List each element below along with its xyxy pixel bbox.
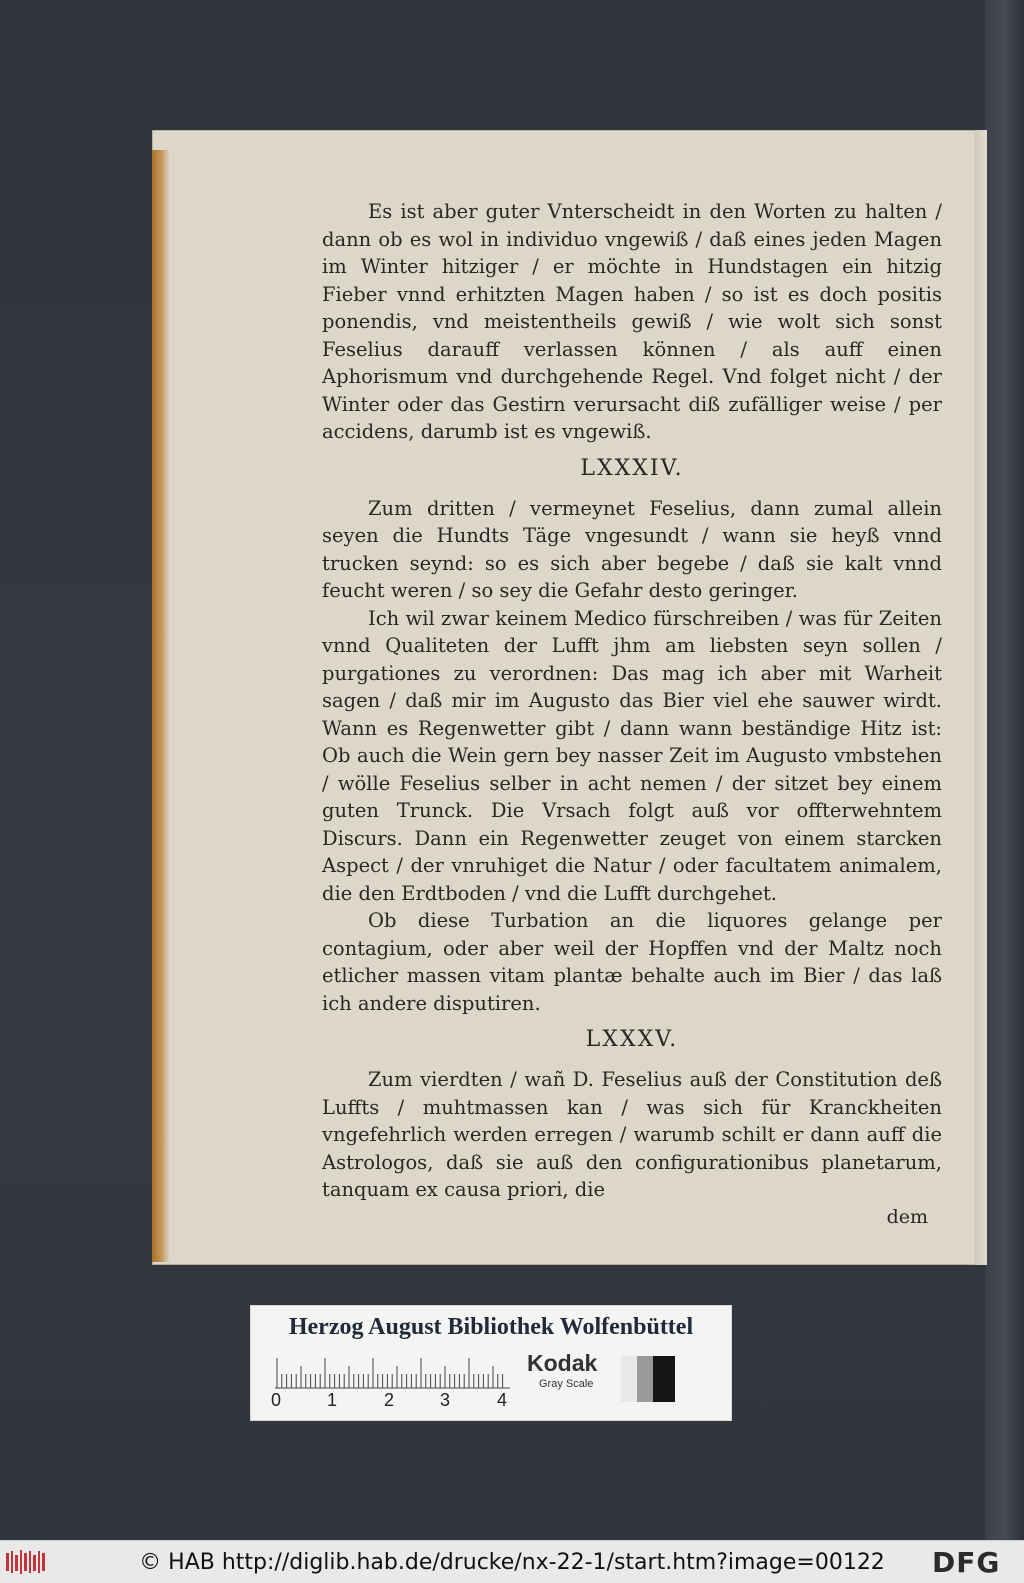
footer-bar [0, 1540, 1024, 1583]
kodak-logo: Kodak [527, 1350, 598, 1376]
gray-patch-mid [637, 1356, 653, 1402]
ruler-scale [275, 1354, 515, 1390]
copyright-url: © HAB http://diglib.hab.de/drucke/nx-22-1/start.htm?image=00122 [139, 1550, 885, 1575]
paragraph-lxxxv-1: Zum vierdten / wañ D. Feselius auß der Constitution deß Luffts / muhtmassen kan / was sich für Kranckheiten vngefehrlich werden erregen / warumb schilt er dann auff die Astrologos, daß sie auß den configurationibus planetarum, tanquam ex causa priori, die [322, 1068, 942, 1201]
ruler-number-2: 2 [384, 1390, 395, 1410]
library-label-card [250, 1305, 732, 1421]
paragraph-lxxxiv-1: Zum dritten / vermeynet Feselius, dann zumal allein seyen die Hundts Täge vngesundt / wann sie heyß vnnd trucken seynd: so es sich aber begebe / daß sie kalt vnnd feucht weren / so sey die Gefahr desto geringer. [322, 496, 942, 602]
page-fore-edge [975, 130, 987, 1265]
ruler-number-1: 1 [327, 1390, 338, 1410]
ruler-number-3: 3 [440, 1390, 451, 1410]
paragraph-lxxxiv-3: Ob diese Turbation an die liquores gelange per contagium, oder aber weil der Hopffen vnd der Maltz noch etlicher massen vitam plantæ behalte auch im Bier / das laß ich andere disputiren. [322, 909, 942, 1015]
gray-scale-text: Gray Scale [539, 1378, 594, 1390]
page-text-block [322, 198, 942, 1230]
dfg-logo: DFG [932, 1546, 1001, 1579]
ruler-numbers [269, 1390, 529, 1412]
gray-patch-white [621, 1356, 637, 1402]
section-heading-lxxxv: LXXXV. [585, 1027, 679, 1052]
paragraph-intro: Es ist aber guter Vnterscheidt in den Worten zu halten / dann ob es wol in individuo vngewiß / daß eines jeden Magen im Winter hitziger / er möchte in Hundstagen ein hitzig Fieber vnnd erhitzten Magen haben / so ist es doch positis ponendis, vnd meistentheils gewiß / wie wolt sich sonst Feselius darauff verlassen können / als auff einen Aphorismum vnd durchgehende Regel. Vnd folget nicht / der Winter oder das Gestirn verursacht diß zufälliger weise / per accidens, darumb ist es vngewiß. [322, 200, 942, 443]
library-name: Herzog August Bibliothek Wolfenbüttel [288, 1314, 694, 1340]
section-heading-lxxxiv: LXXXIV. [580, 455, 684, 481]
paragraph-lxxxiv-2: Ich wil zwar keinem Medico fürschreiben / was für Zeiten vnnd Qualiteten der Lufft jhm am liebsten seyn sollen / purgationes zu verordnen: Das mag ich aber mit Warheit sagen / daß mir im Augusto das Bier viel ehe sauwer wirdt. Wann es Regenwetter gibt / dann wann beständige Hitz ist: Ob auch die Wein gern bey nasser Zeit im Augusto vmbstehen / wölle Feselius selber in acht nemen / der sitzet bey einem guten Trunck. Die Vrsach folgt auß vor offterwehntem Discurs. Dann ein Regenwetter zeuget von einem starcken Aspect / der vnruhiget die Natur / oder facultatem animalem, die den Erdtboden / vnd die Lufft durchgehet. [322, 606, 942, 905]
right-edge-strip [985, 0, 1024, 1540]
ruler-number-0: 0 [271, 1390, 282, 1410]
catchword: dem [886, 1205, 928, 1228]
ruler-number-4: 4 [497, 1390, 508, 1410]
page-gutter-edge [152, 150, 170, 1262]
gray-patch-black [653, 1356, 675, 1402]
